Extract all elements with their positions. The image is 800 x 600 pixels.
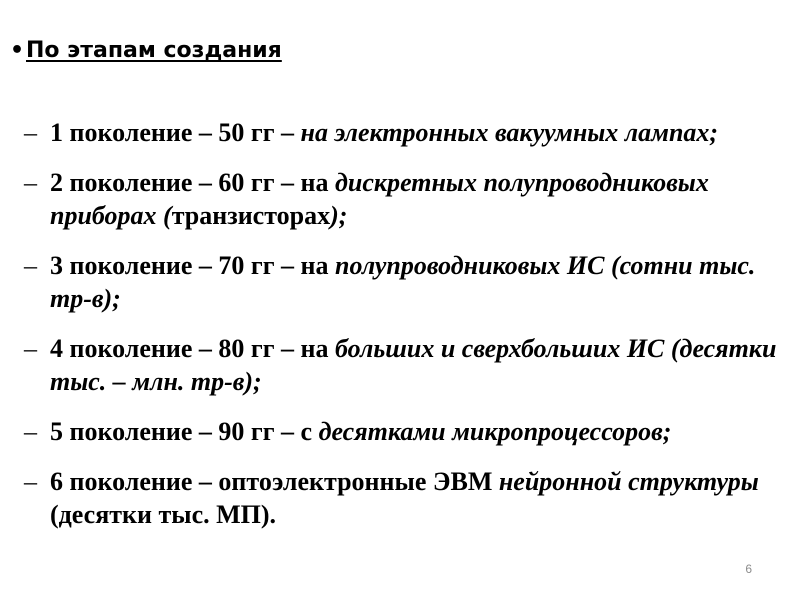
item-text: 5 поколение – 90 гг – с [50, 417, 319, 446]
list-item [22, 116, 792, 149]
item-text-italic: десятками микропроцессоров; [318, 417, 672, 446]
list-item [22, 249, 792, 315]
list-dash: – [24, 467, 37, 496]
page-number: 6 [745, 562, 752, 576]
item-text-italic: дискретных полупроводниковых приборах ( [50, 168, 709, 230]
item-text: (десятки тыс. МП). [50, 500, 277, 529]
list-item [22, 465, 792, 531]
item-text-italic: нейронной структуры [498, 467, 759, 496]
item-text: 4 поколение – 80 гг – на [50, 334, 335, 363]
heading-bullet: • [9, 38, 24, 63]
list-dash: – [24, 417, 37, 446]
slide-heading [8, 34, 282, 68]
list-item [22, 332, 792, 398]
item-text-italic: ); [330, 201, 348, 230]
item-text-italic: полупроводниковых ИС (сотни тыс. тр-в); [50, 251, 756, 313]
item-text-italic: на электронных вакуумных лампах; [300, 118, 719, 147]
list-dash: – [24, 334, 37, 363]
item-text: 3 поколение – 70 гг – на [50, 251, 335, 280]
generation-list [22, 116, 792, 548]
list-item [22, 415, 792, 448]
item-text: 2 поколение – 60 гг – на [50, 168, 335, 197]
list-dash: – [24, 118, 37, 147]
list-dash: – [24, 168, 37, 197]
item-text-italic: больших и сверхбольших ИС (десятки тыс. – млн. тр-в); [50, 334, 777, 396]
list-item [22, 166, 792, 232]
list-dash: – [24, 251, 37, 280]
item-text: 1 поколение – 50 гг – [50, 118, 301, 147]
item-text: 6 поколение – оптоэлектронные ЭВМ [50, 467, 499, 496]
item-text: транзисторах [171, 201, 331, 230]
heading-text: По этапам создания [26, 38, 282, 63]
